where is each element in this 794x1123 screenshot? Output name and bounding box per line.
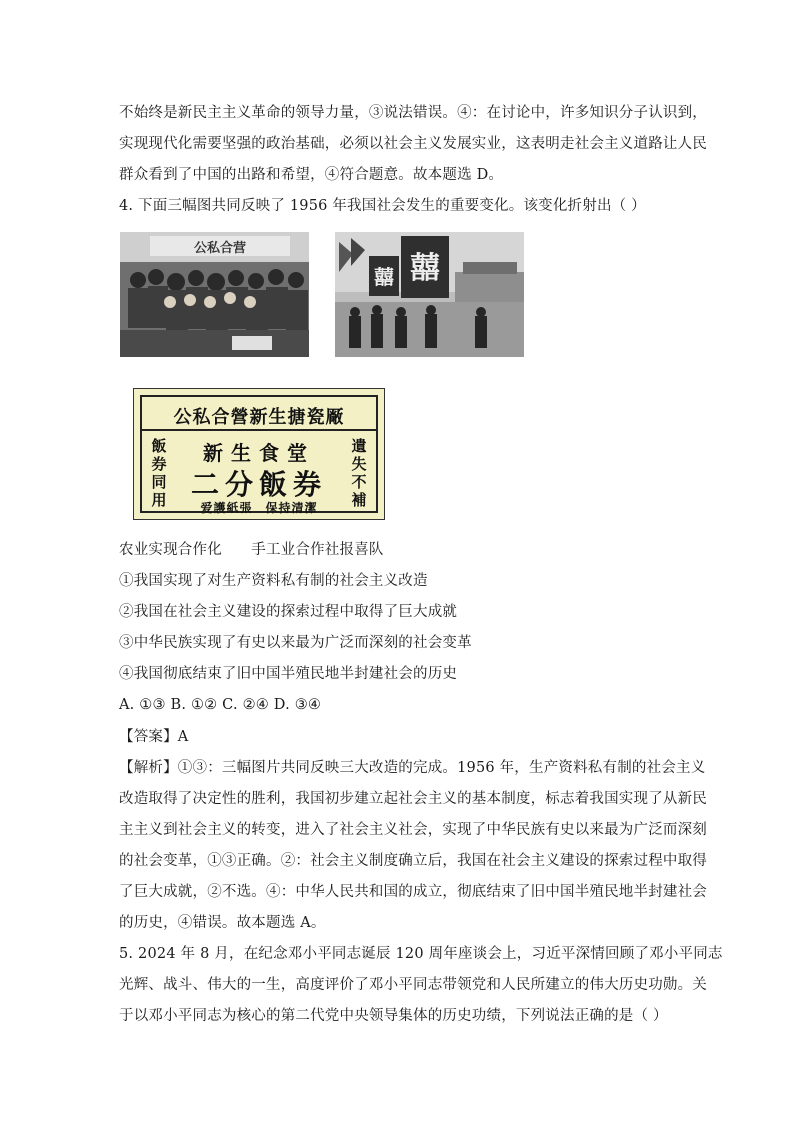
question-4-stem: 4. 下面三幅图共同反映了 1956 年我国社会发生的重要变化。该变化折射出（ ） [119,198,646,214]
analysis-line: 了巨大成就，②不选。④：中华人民共和国的成立，彻底结束了旧中国半殖民地半封建社会 [119,884,707,900]
option-1: ①我国实现了对生产资料私有制的社会主义改造 [119,573,428,589]
parade-sign-large: 囍 [410,251,440,286]
question-5-line: 5. 2024 年 8 月，在纪念邓小平同志诞辰 120 周年座谈会上，习近平深情回顾了邓小平同志 [119,946,723,962]
question-5-line: 于以邓小平同志为核心的第二代党中央领导集体的历史功绩，下列说法正确的是（ ） [119,1008,668,1024]
analysis-line: 的社会变革，①③正确。②：社会主义制度确立后，我国在社会主义建设的探索过程中取得 [119,853,707,869]
option-2: ②我国在社会主义建设的探索过程中取得了巨大成就 [119,604,458,620]
analysis-line: 主主义到社会主义的转变，进入了社会主义社会，实现了中华民族有史以来最为广泛而深刻 [119,822,707,838]
answer-choices: A. ①③ B. ①② C. ②④ D. ③④ [119,697,322,713]
text-line: 不始终是新民主主义革命的领导力量，③说法错误。④：在讨论中，许多知识分子认识到， [119,105,707,121]
photo-caption: 农业实现合作化 手工业合作社报喜队 [119,542,384,558]
coupon-footer: 爱護紙張 保持清潔 [200,501,318,515]
coupon-title: 公私合營新生搪瓷厰 [173,407,345,428]
analysis-line: 【解析】①③：三幅图片共同反映三大改造的完成。1956 年，生产资料私有制的社会主义 [119,760,706,776]
coupon-left-text: 飯券同用 [151,437,167,509]
meal-coupon-image [133,388,385,520]
photo-banner-text: 公私合营 [193,241,247,256]
photo-handicraft-parade [335,232,524,357]
photo-agriculture-image [120,232,309,357]
text-line: 实现现代化需要坚强的政治基础，必须以社会主义发展实业，这表明走社会主义道路让人民 [119,136,707,152]
coupon-divider [142,429,376,431]
parade-sign-small: 囍 [374,265,394,289]
coupon-main-text: 二分飯券 [190,468,327,501]
photo-agriculture-cooperation [120,232,309,357]
photo-parade-image [335,232,524,357]
coupon-border [140,395,378,513]
option-4: ④我国彻底结束了旧中国半殖民地半封建社会的历史 [119,666,458,682]
coupon-subtitle: 新生食堂 [203,441,315,465]
text-line: 群众看到了中国的出路和希望，④符合题意。故本题选 D。 [119,167,504,183]
coupon-right-text: 遺失不補 [351,437,367,509]
option-3: ③中华民族实现了有史以来最为广泛而深刻的社会变革 [119,635,472,651]
analysis-line: 改造取得了决定性的胜利，我国初步建立起社会主义的基本制度，标志着我国实现了从新民 [119,791,707,807]
question-5-line: 光辉、战斗、伟大的一生，高度评价了邓小平同志带领党和人民所建立的伟大历史功勋。关 [119,977,707,993]
analysis-line: 的历史，④错误。故本题选 A。 [119,915,326,931]
answer-label: 【答案】A [119,729,189,745]
